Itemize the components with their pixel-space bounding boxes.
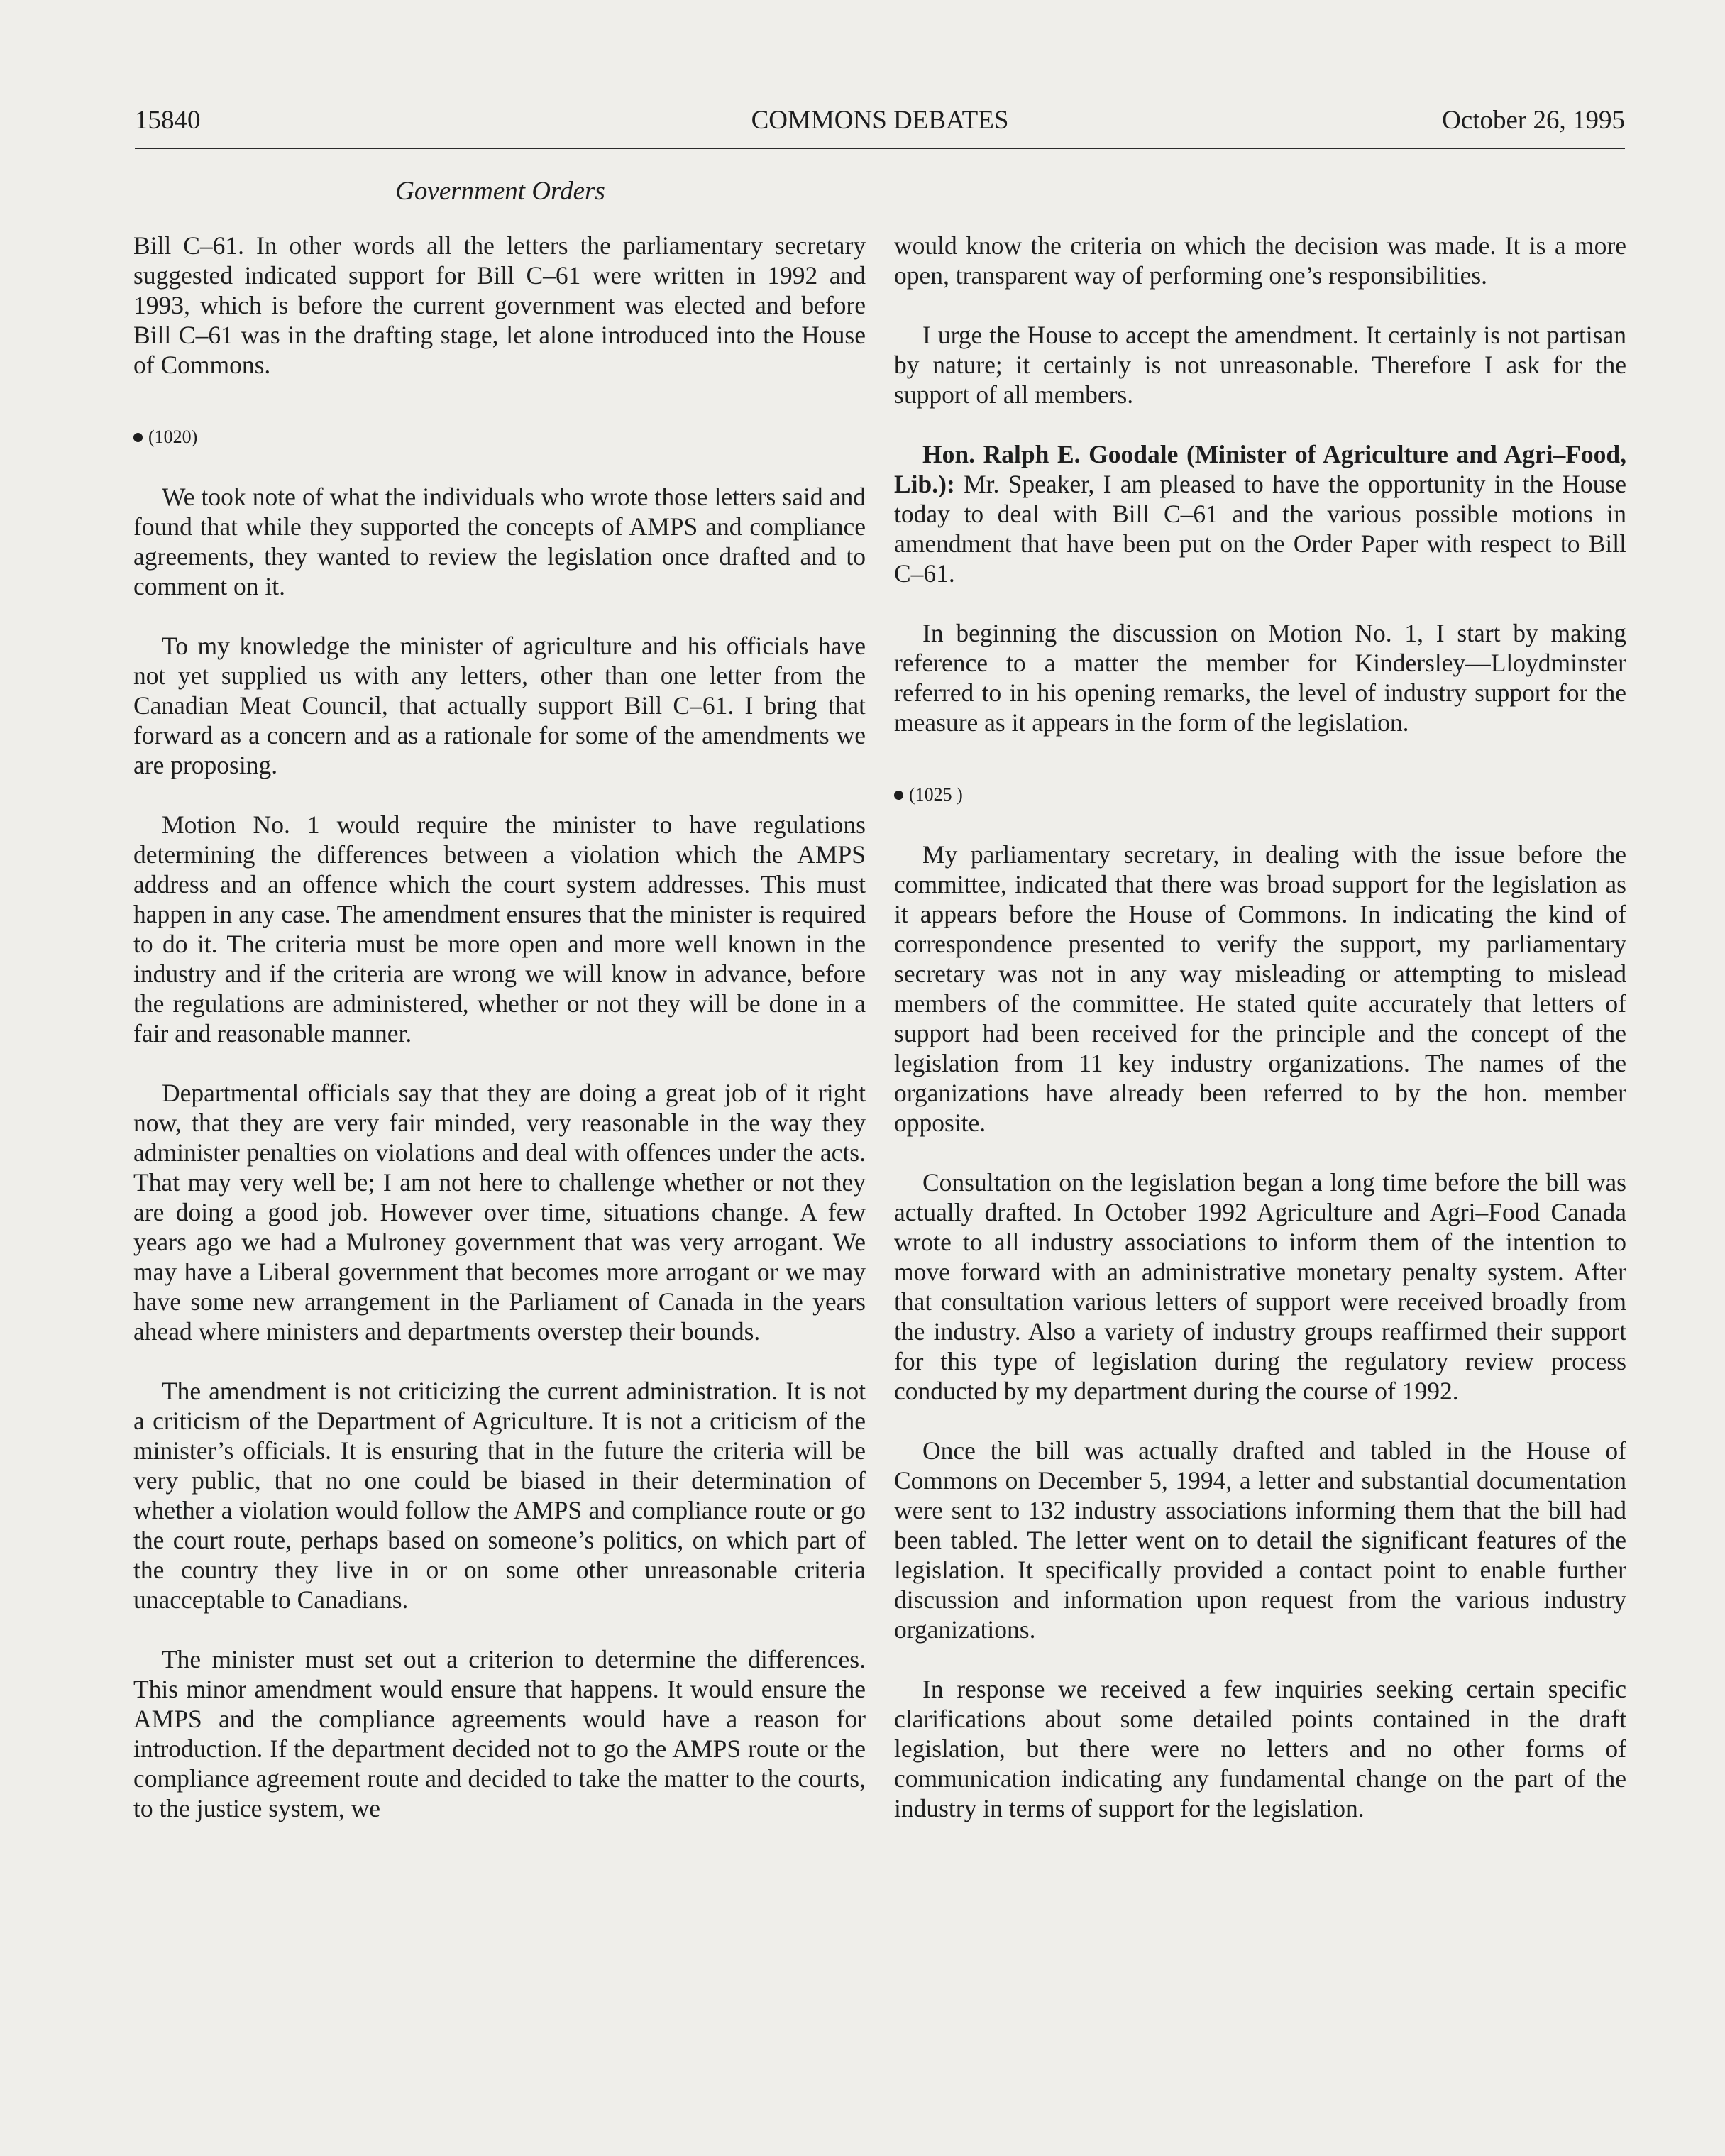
bullet-icon bbox=[133, 433, 143, 442]
paragraph: To my knowledge the minister of agriculture and his officials have not yet supplied us with any letters, other than one letter from the Canadian Meat Council, that actually support Bill C–61. I bring that forward as a concern and as a rationale for some of the amendments we are proposing. bbox=[133, 632, 866, 779]
timestamp-marker bbox=[133, 409, 866, 452]
paragraph: I urge the House to accept the amendment. It certainly is not partisan by nature; it certainly is not unreasonable. Therefore I ask for the support of all members. bbox=[894, 321, 1626, 409]
paragraph: Once the bill was actually drafted and tabled in the House of Commons on December 5, 1994, a letter and substantial documentation were sent to 132 industry associations informing them that the bill had been tabled. The letter went on to detail the significant features of the legislation. It specifically provided a contact point to enable further discussion and information upon request from the various industry organizations. bbox=[894, 1436, 1626, 1644]
paragraph: Consultation on the legislation began a long time before the bill was actually drafted. In October 1992 Agriculture and Agri–Food Canada wrote to all industry associations to inform them of the intention to move forward with an administrative monetary penalty system. After that consultation various letters of support were received broadly from the industry. Also a variety of industry groups reaffirmed their support for this type of legislation during the regulatory review process conducted by my department during the course of 1992. bbox=[894, 1168, 1626, 1405]
timestamp-text: (1025 ) bbox=[909, 784, 963, 805]
paragraph: My parliamentary secretary, in dealing with the issue before the committee, indicated that there was broad support for the legislation as it appears before the House of Commons. In indicating the kind of correspondence presented to verify the support, my parliamentary secretary was not in any way misleading or attempting to mislead members of the committee. He stated quite accurately that letters of support had been received for the principle and the concept of the legislation from 11 key industry organizations. The names of the organizations have already been referred to by the hon. member opposite. bbox=[894, 840, 1626, 1137]
section-title: Government Orders bbox=[395, 177, 605, 206]
page-number: 15840 bbox=[135, 106, 201, 135]
speaker-paragraph bbox=[894, 439, 1626, 588]
paragraph: We took note of what the individuals who wrote those letters said and found that while they supported the concepts of AMPS and compliance agreements, they wanted to review the legislation once drafted and to comment on it. bbox=[133, 483, 866, 600]
paragraph: Bill C–61. In other words all the letters the parliamentary secretary suggested indicated support for Bill C–61 were written in 1992 and 1993, which is before the current government was elected and before Bill C–61 was in the drafting stage, let alone introduced into the House of Commons. bbox=[133, 231, 866, 379]
paragraph: The minister must set out a criterion to determine the differences. This minor amendment would ensure that happens. It would ensure the AMPS and the compliance agreements would have a reason for introduction. If the department decided not to go the AMPS route or the compliance agreement route and decided to take the matter to the courts, to the justice system, we bbox=[133, 1645, 866, 1822]
paragraph: In response we received a few inquiries seeking certain specific clarifications about some detailed points contained in the draft legislation, but there were no letters and no other forms of communication indicating any fundamental change on the part of the industry in terms of support for the legislation. bbox=[894, 1675, 1626, 1822]
paragraph: would know the criteria on which the decision was made. It is a more open, transparent way of performing one’s responsibilities. bbox=[894, 231, 1626, 290]
left-column bbox=[133, 231, 866, 1853]
speaker-text: Mr. Speaker, I am pleased to have the opportunity in the House today to deal with Bill C–61 and the various possible motions in amendment that have been put on the Order Paper with respect to Bill C–61. bbox=[894, 470, 1626, 588]
timestamp-text: (1020) bbox=[148, 427, 198, 447]
publication-title: COMMONS DEBATES bbox=[751, 106, 1009, 135]
page-date: October 26, 1995 bbox=[1442, 106, 1625, 135]
paragraph: Departmental officials say that they are doing a great job of it right now, that they are very fair minded, very reasonable in the way they administer penalties on violations and deal with offences under the acts. That may very well be; I am not here to challenge whether or not they are doing a good job. However over time, situations change. A few years ago we had a Mulroney government that was very arrogant. We may have a Liberal government that becomes more arrogant or we may have some new arrangement in the Parliament of Canada in the years ahead where ministers and departments overstep their bounds. bbox=[133, 1079, 866, 1346]
speaker-name: Hon. Ralph E. Goodale (Minister of Agriculture and Agri–Food, Lib.): bbox=[894, 440, 1626, 498]
paragraph: The amendment is not criticizing the current administration. It is not a criticism of the Department of Agriculture. It is not a criticism of the minister’s officials. It is ensuring that in the future the criteria will be very public, that no one could be biased in their determination of whether a violation would follow the AMPS and compliance route or go the court route, perhaps based on someone’s politics, on which part of the country they live in or on some other unreasonable criteria unacceptable to Canadians. bbox=[133, 1377, 866, 1614]
timestamp-marker bbox=[894, 767, 1626, 810]
paragraph: Motion No. 1 would require the minister to have regulations determining the differences between a violation which the AMPS address and an offence which the court system addresses. This must happen in any case. The amendment ensures that the minister is required to do it. The criteria must be more open and more well known in the industry and if the criteria are wrong we will know in advance, before the regulations are administered, whether or not they will be done in a fair and reasonable manner. bbox=[133, 810, 866, 1047]
bullet-icon bbox=[894, 791, 903, 800]
page-header bbox=[135, 105, 1625, 146]
paragraph: In beginning the discussion on Motion No. 1, I start by making reference to a matter the member for Kindersley—Lloydminster referred to in his opening remarks, the level of industry support for the measure as it appears in the form of the legislation. bbox=[894, 619, 1626, 737]
header-rule bbox=[135, 148, 1625, 149]
right-column bbox=[894, 231, 1626, 1853]
